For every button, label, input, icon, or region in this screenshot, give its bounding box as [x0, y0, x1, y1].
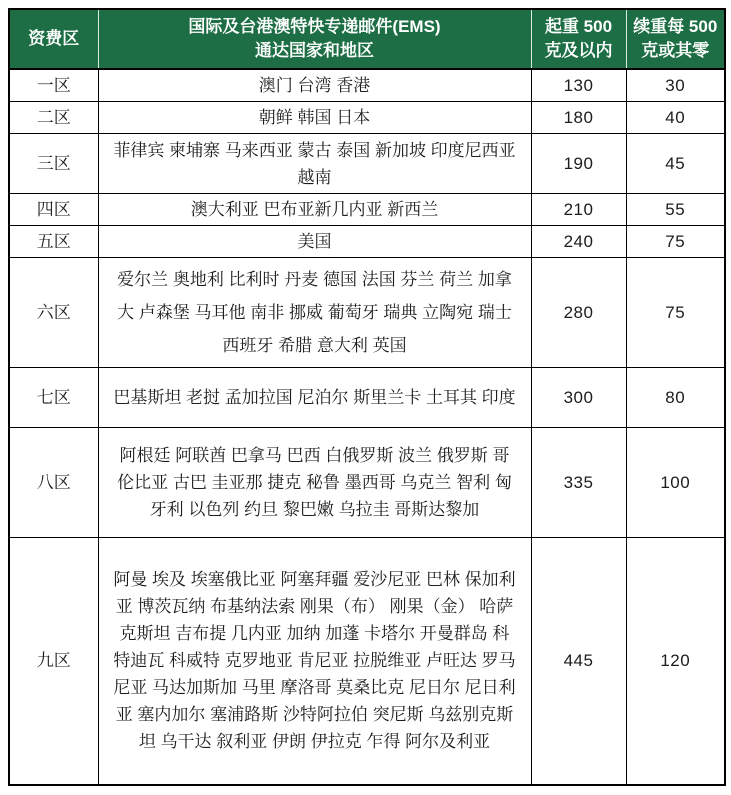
countries-cell: 澳门 台湾 香港	[98, 69, 531, 102]
zone-cell: 四区	[9, 194, 98, 226]
header-row	[9, 9, 725, 69]
table-header	[9, 9, 725, 69]
countries-cell: 朝鲜 韩国 日本	[98, 102, 531, 134]
first-weight-cell: 130	[531, 69, 626, 102]
countries-cell: 阿根廷 阿联酋 巴拿马 巴西 白俄罗斯 波兰 俄罗斯 哥伦比亚 古巴 圭亚那 捷克 秘鲁 墨西哥 乌克兰 智利 匈牙利 以色列 约旦 黎巴嫩 乌拉圭 哥斯达黎加	[98, 428, 531, 538]
zone-cell: 一区	[9, 69, 98, 102]
zone-cell: 六区	[9, 258, 98, 368]
countries-cell: 巴基斯坦 老挝 孟加拉国 尼泊尔 斯里兰卡 土耳其 印度	[98, 368, 531, 428]
header-countries	[98, 9, 531, 69]
table-row	[9, 134, 725, 194]
table-row	[9, 69, 725, 102]
table-row	[9, 428, 725, 538]
header-additional-weight-line2: 克或其零	[641, 41, 710, 60]
table-row	[9, 258, 725, 368]
first-weight-cell: 190	[531, 134, 626, 194]
header-additional-weight-line1: 续重每 500	[633, 17, 718, 36]
countries-cell: 爱尔兰 奥地利 比利时 丹麦 德国 法国 芬兰 荷兰 加拿大 卢森堡 马耳他 南非 挪威 葡萄牙 瑞典 立陶宛 瑞士 西班牙 希腊 意大利 英国	[98, 258, 531, 368]
header-zone-label: 资费区	[28, 29, 80, 48]
zone-cell: 五区	[9, 226, 98, 258]
header-first-weight	[531, 9, 626, 69]
countries-cell: 美国	[98, 226, 531, 258]
header-countries-line1: 国际及台港澳特快专递邮件(EMS)	[188, 17, 441, 36]
table-row	[9, 194, 725, 226]
zone-cell: 九区	[9, 538, 98, 785]
zone-cell: 七区	[9, 368, 98, 428]
countries-cell: 菲律宾 柬埔寨 马来西亚 蒙古 泰国 新加坡 印度尼西亚 越南	[98, 134, 531, 194]
header-additional-weight	[626, 9, 725, 69]
additional-weight-cell: 30	[626, 69, 725, 102]
first-weight-cell: 280	[531, 258, 626, 368]
additional-weight-cell: 75	[626, 258, 725, 368]
header-first-weight-line1: 起重 500	[544, 17, 613, 36]
countries-cell: 澳大利亚 巴布亚新几内亚 新西兰	[98, 194, 531, 226]
table-row	[9, 368, 725, 428]
first-weight-cell: 240	[531, 226, 626, 258]
first-weight-cell: 180	[531, 102, 626, 134]
countries-cell: 阿曼 埃及 埃塞俄比亚 阿塞拜疆 爱沙尼亚 巴林 保加利亚 博茨瓦纳 布基纳法索 刚果（布） 刚果（金） 哈萨克斯坦 吉布提 几内亚 加纳 加蓬 卡塔尔 开曼群岛 科特迪瓦 科威特 克罗地亚 肯尼亚 拉脱维亚 卢旺达 罗马尼亚 马达加斯加 马里 摩洛哥 莫桑比克 尼日尔 尼日利亚 塞内加尔 塞浦路斯 沙特阿拉伯 突尼斯 乌兹别克斯坦 乌干达 叙利亚 伊朗 伊拉克 乍得 阿尔及利亚	[98, 538, 531, 785]
table-row	[9, 102, 725, 134]
additional-weight-cell: 100	[626, 428, 725, 538]
zone-cell: 八区	[9, 428, 98, 538]
first-weight-cell: 210	[531, 194, 626, 226]
table-row	[9, 538, 725, 785]
zone-cell: 三区	[9, 134, 98, 194]
first-weight-cell: 300	[531, 368, 626, 428]
zone-cell: 二区	[9, 102, 98, 134]
ems-rate-table	[8, 8, 726, 786]
additional-weight-cell: 40	[626, 102, 725, 134]
additional-weight-cell: 80	[626, 368, 725, 428]
table-row	[9, 226, 725, 258]
additional-weight-cell: 75	[626, 226, 725, 258]
header-zone	[9, 9, 98, 69]
table-body	[9, 69, 725, 785]
first-weight-cell: 445	[531, 538, 626, 785]
header-countries-line2: 通达国家和地区	[255, 41, 374, 60]
additional-weight-cell: 55	[626, 194, 725, 226]
additional-weight-cell: 120	[626, 538, 725, 785]
first-weight-cell: 335	[531, 428, 626, 538]
additional-weight-cell: 45	[626, 134, 725, 194]
header-first-weight-line2: 克及以内	[544, 41, 613, 60]
